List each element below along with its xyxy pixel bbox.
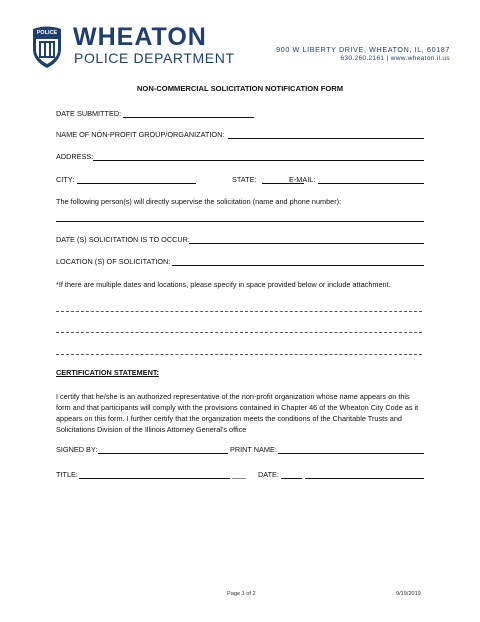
city-field[interactable]	[77, 183, 196, 184]
title-field[interactable]	[79, 478, 230, 479]
org-name-field[interactable]	[228, 138, 424, 139]
state-label: STATE:	[232, 175, 257, 184]
title-field-tail	[232, 478, 246, 479]
locations-field[interactable]	[172, 265, 424, 266]
email-label: E-MAIL:	[289, 175, 316, 184]
signature-field[interactable]	[98, 453, 228, 454]
date-field-part1[interactable]	[281, 478, 302, 479]
date-label: DATE:	[258, 470, 279, 479]
address-field[interactable]	[93, 160, 424, 161]
title-label: TITLE:	[56, 470, 78, 479]
details-line-3[interactable]	[56, 354, 422, 355]
badge-text: POLICE	[36, 30, 58, 36]
email-field[interactable]	[318, 183, 424, 184]
supervise-note: The following person(s) will directly supervise the solicitation (name and phone number):	[56, 197, 342, 206]
certification-text: I certify that he/she is an authorized representative of the non-profit organization whose name appears on this form and that participants will comply with the provisions contained in Chapter 46 of the Wheaton City Code as it appears on this form. I further certify that the organization meets the conditions of the Charitable Trusts and Solicitations Division of the Illinois Attorney General’s office	[56, 392, 419, 434]
date-submitted-field[interactable]	[123, 117, 254, 118]
dates-field[interactable]	[189, 243, 424, 244]
details-line-2[interactable]	[56, 332, 422, 333]
form-title: NON-COMMERCIAL SOLICITATION NOTIFICATION FORM	[136, 84, 344, 93]
date-field[interactable]	[305, 478, 424, 479]
brand-subtitle: POLICE DEPARTMENT	[74, 50, 235, 66]
print-name-label: PRINT NAME:	[230, 445, 277, 454]
page-number: Page 1 of 2	[227, 591, 256, 597]
signed-by-label: SIGNED BY:	[56, 445, 98, 454]
brand-name: WHEATON	[73, 23, 207, 51]
date-submitted-label: DATE SUBMITTED:	[56, 109, 122, 118]
multiple-note: *If there are multiple dates and locations, please specify in space provided below or include attachment.	[56, 280, 391, 289]
details-line-1[interactable]	[56, 311, 422, 312]
dates-label: DATE (S) SOLICITATION IS TO OCCUR:	[56, 235, 190, 244]
department-address: 900 W LIBERTY DRIVE, WHEATON, IL, 60187	[276, 45, 450, 54]
locations-label: LOCATION (S) OF SOLICITATION:	[56, 257, 171, 266]
print-name-field[interactable]	[278, 453, 424, 454]
city-label: CITY:	[56, 175, 75, 184]
police-badge-logo	[30, 25, 64, 69]
address-label: ADDRESS:	[56, 152, 94, 161]
certification-heading: CERTIFICATION STATEMENT:	[56, 368, 159, 377]
supervisor-field[interactable]	[56, 221, 424, 222]
department-contact: 630.260.2161 | www.wheaton.il.us	[340, 55, 450, 62]
revision-date: 9/19/2019	[396, 591, 421, 597]
org-name-label: NAME OF NON-PROFIT GROUP/ORGANIZATION:	[56, 130, 225, 139]
